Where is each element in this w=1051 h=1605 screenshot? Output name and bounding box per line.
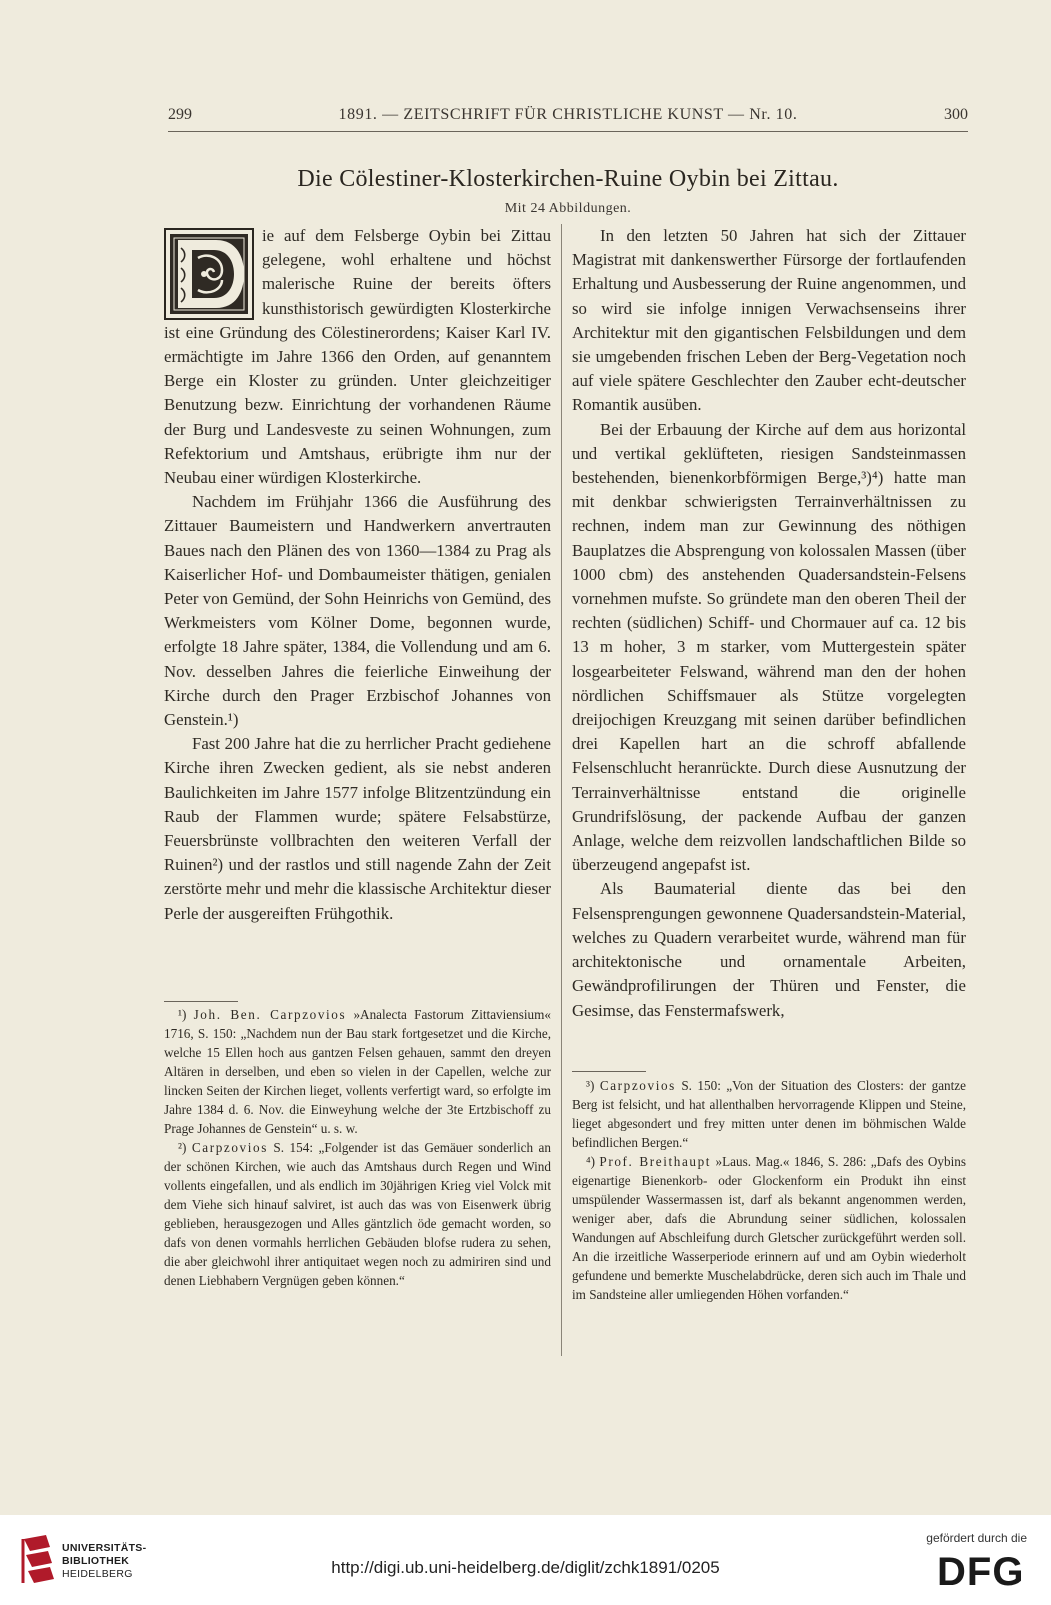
footnote-text: »Laus. Mag.« 1846, S. 286: „Dafs des Oybins eigenartige Bienenkorb- oder Glockenform ein Produkt ihn einst umspülender Wassermassen ist, darf als bekannt angenommen werden, weniger aber, dafs die Abrundung seiner südlichen, kolossalen Wandungen auf Abschleifung durch Gletscher zurückgeführt werden soll. An die irzeitliche Wasserperiode erinnern auf und am Oybin wiederholt gefundene und bemerkte Muschelabdrücke, deren sich auch im Thale und im Sandsteine aller umliegenden Höhen vorfanden.“ bbox=[572, 1154, 966, 1302]
funding-note: gefördert durch die bbox=[926, 1531, 1027, 1545]
article-title: Die Cölestiner-Klosterkirchen-Ruine Oybin bei Zittau. bbox=[297, 166, 839, 192]
dfg-logo-text: DFG bbox=[937, 1551, 1025, 1589]
footnote-rule-right bbox=[572, 1071, 646, 1072]
paragraph: Fast 200 Jahre hat die zu herrlicher Pracht gediehene Kirche ihren Zwecken gedient, als sie nebst anderen Baulichkeiten im Jahre 1577 infolge Blitzentzündung ein Raub der Flammen wurde; spätere Felsabstürze, Feuersbrünste vollbrachten den weiteren Verfall der Ruinen²) und der rastlos und still nagende Zahn der Zeit zerstörte mehr und mehr die klassische Architektur dieser Perle der ausgereiften Frühgothik. bbox=[164, 734, 551, 923]
footnote-text: S. 150: „Von der Situation des Closters: der gantze Berg ist felsicht, und hat allenthalben hervorragende Klippen und Steine, lieget abgesondert und frey mitten unter denen im böhmischen Walde befindlichen Bergen.“ bbox=[572, 1078, 967, 1150]
page-number-left: 299 bbox=[168, 106, 192, 123]
paragraph: In den letzten 50 Jahren hat sich der Zittauer Magistrat mit dankenswerther Fürsorge der fortlaufenden Erhaltung und Ausbesserung der Ruine angenommen, und so wird sie infolge innigen Verwachsenseins ihrer Architektur mit den gigantischen Felsbildungen und dem sie umgebenden frischen Leben der Berg-Vegetation noch auf viele spätere Geschlechter den Zauber echt-deutscher Romantik ausüben. bbox=[572, 226, 966, 415]
footnote-text: S. 154: „Folgender ist das Gemäuer sonderlich an der schönen Kirchen, wie auch das Amtshaus durch Regen und Wind vollents eingefallen, und als endlich im 30jährigen Krieg viel Volck mit dem Viehe sich hinauf salviret, ist auch das was von Eisenwerk übrig geblieben, herausgezogen und Alles gäntzlich öde gemacht worden, so dafs von denen vormahls herrlichen Gebäuden blofse rudera zu sehen, die aber gleichwohl ihrer antiquitaet wegen noch zu admiriren sind und denen Liebhabern Vergnügen geben können.“ bbox=[164, 1140, 551, 1288]
left-column-text bbox=[164, 224, 551, 926]
paragraph: ie auf dem Felsberge Oybin bei Zittau gelegene, wohl erhaltene und höchst malerische Ruine der bereits öfters kunsthistorisch gewürdigten Klosterkirche ist eine Gründung des Cölestinerordens; Kaiser Karl IV. ermächtigte im Jahre 1366 den Orden, auf genanntem Berge ein Kloster zu gründen. Unter gleichzeitiger Benutzung bezw. Einrichtung der vorhandenen Räume der Burg und Landesveste zu seinen Wohnungen, zum Refektorium und Amtshaus, erübrigte ihm nur der Neubau einer würdigen Klosterkirche. bbox=[164, 226, 551, 488]
footnote-text: »Analecta Fastorum Zittaviensium« 1716, S. 150: „Nachdem nun der Bau stark fortgesetzet und die Kirche, welche 15 Ellen hoch aus gantzen Felsen gehauen, sammt den dreyen Altären in derselben, und eben so vielen in der Capellen, welche zur lincken Seiten der Kirchen lieget, vollents verfertigt ward, so erfolgte im Jahre 1384 d. 6. Nov. die Einweyhung welche der 3te Ertzbischoff zu Prage Johannes de Genstein“ u. s. w. bbox=[164, 1007, 551, 1136]
footnote-author: Prof. Breithaupt bbox=[599, 1154, 712, 1169]
paragraph: Nachdem im Frühjahr 1366 die Ausführung des Zittauer Baumeistern und Handwerkern anvertrauten Baues nach den Plänen des von 1360—1384 zu Prag als Kaiserlicher Hof- und Dombaumeister thätigen, genialen Peter von Gemünd, der Sohn Heinrichs von Gemünd, des Werkmeisters vom Kölner Dome, begonnen wurde, erfolgte 18 Jahre später, 1384, die Vollendung und am 6. Nov. desselben Jahres die feierliche Einweihung der Kirche durch den Prager Erzbischof Johannes von Genstein.¹) bbox=[164, 492, 551, 730]
dfg-logo-icon bbox=[937, 1551, 1029, 1589]
paragraph: Bei der Erbauung der Kirche auf dem aus horizontal und vertikal geklüfteten, riesigen Sandsteinmassen bestehenden, bienenkorbförmigen Berge,³)⁴) hatte man mit denkbar schwierigsten Terrainverhältnissen zu rechnen, indem man zur Gewinnung des nöthigen Bauplatzes die Absprengung von kolossalen Massen (über 1000 cbm) des anstehenden Quadersandstein-Felsens vornehmen mufste. So gründete man den oberen Theil der rechten (südlichen) Schiff- und Chormauer auf ca. 12 bis 13 m hoher, 3 m starker, vom Muttergestein später losgearbeiteter Felswand, während man den der hohen nördlichen Schiffsmauer als Stütze vorgelegten dreijochigen Kreuzgang mit seinen darüber befindlichen drei Kapellen hart an die schroff abfallende Felsenschlucht heranrückte. Durch diese Ausnutzung der Terrainverhältnisse entstand die originelle Grundrifslösung, der packende Aufbau der ganzen Anlage, welche dem reizvollen landschaftlichen Bilde so überzeugend angepafst ist. bbox=[572, 419, 966, 875]
footnote bbox=[572, 1076, 966, 1152]
right-footnotes bbox=[572, 1076, 966, 1304]
running-header bbox=[168, 106, 968, 128]
page-number-right: 300 bbox=[944, 106, 968, 123]
left-footnotes bbox=[164, 1005, 551, 1290]
digitization-footer bbox=[0, 1515, 1051, 1605]
right-column-text bbox=[572, 224, 966, 1023]
footnote-mark: ²) bbox=[178, 1140, 187, 1155]
journal-header: 1891. — ZEITSCHRIFT FÜR CHRISTLICHE KUNST — Nr. 10. bbox=[338, 106, 798, 123]
footnote-author: Joh. Ben. Carpzovios bbox=[193, 1007, 347, 1022]
footnote-rule-left bbox=[164, 1001, 238, 1002]
footnote-mark: ³) bbox=[586, 1078, 595, 1093]
ornamental-initial-d bbox=[164, 228, 254, 320]
library-name-line: BIBLIOTHEK bbox=[62, 1555, 130, 1567]
footnote bbox=[164, 1005, 551, 1138]
article-subtitle: Mit 24 Abbildungen. bbox=[504, 201, 632, 216]
footnote-author: Carpzovios bbox=[191, 1140, 268, 1155]
header-rule bbox=[168, 131, 968, 132]
footnote-mark: ¹) bbox=[178, 1007, 187, 1022]
column-divider bbox=[561, 224, 562, 1356]
library-name-line: HEIDELBERG bbox=[62, 1568, 133, 1580]
footnote-mark: ⁴) bbox=[586, 1154, 595, 1169]
permalink-url[interactable]: http://digi.ub.uni-heidelberg.de/diglit/zchk1891/0205 bbox=[331, 1558, 720, 1577]
footnote bbox=[164, 1138, 551, 1290]
paragraph: Als Baumaterial diente das bei den Felsensprengungen gewonnene Quadersandstein-Material, welches zu Quadern verarbeitet wurde, während man für architektonische und ornamentale Arbeiten, Gewändprofilirungen der Thüren und Fenster, die Gesimse, das Fenstermafswerk, bbox=[572, 879, 966, 1020]
footnote bbox=[572, 1152, 966, 1304]
footnote-author: Carpzovios bbox=[599, 1078, 676, 1093]
library-name-line: UNIVERSITÄTS- bbox=[62, 1542, 147, 1554]
